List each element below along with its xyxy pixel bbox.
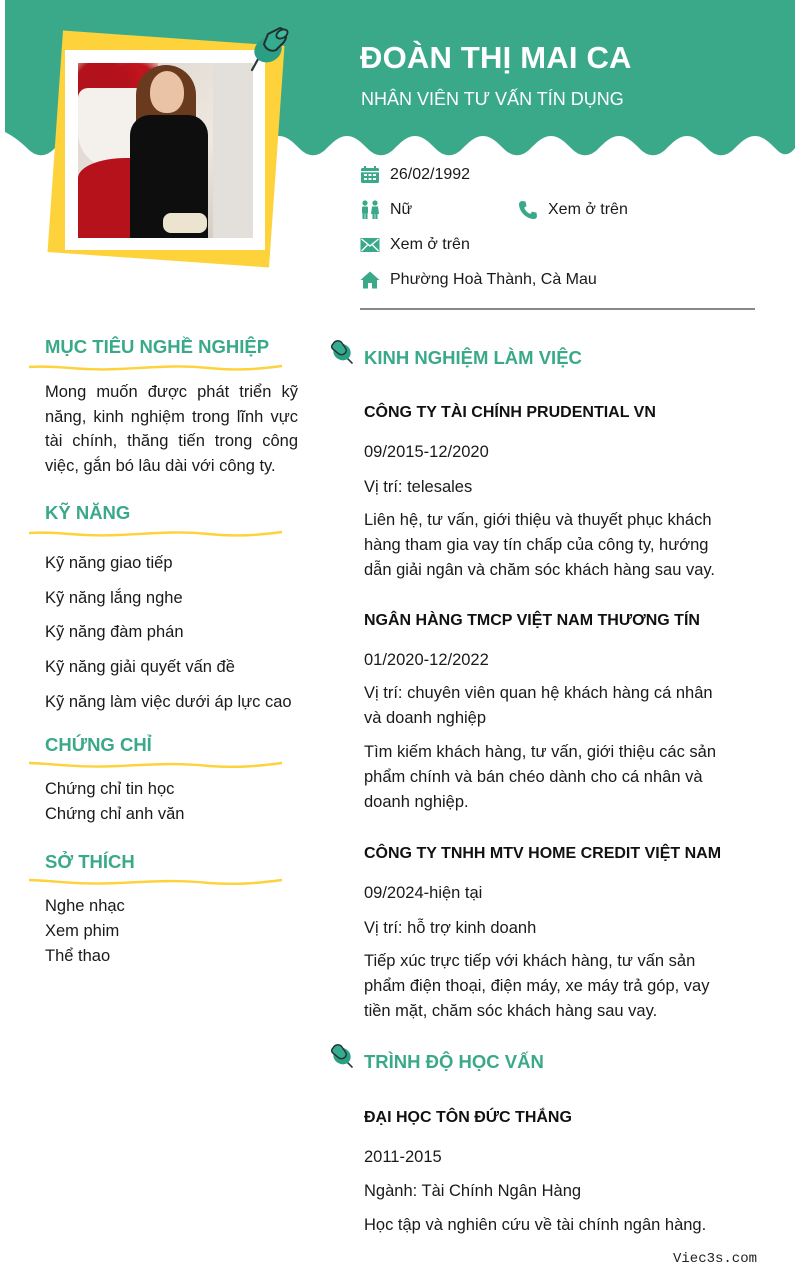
skill-item: Kỹ năng giải quyết vấn đề bbox=[45, 658, 235, 676]
hobby-item: Nghe nhạc bbox=[45, 897, 125, 915]
home-icon bbox=[360, 270, 380, 290]
school-name: ĐẠI HỌC TÔN ĐỨC THẮNG bbox=[364, 1109, 572, 1126]
job-position: Vị trí: chuyên viên quan hệ khách hàng cá nhân và doanh nghiệp bbox=[364, 684, 713, 727]
job-description: Tìm kiếm khách hàng, tư vấn, giới thiệu các sản phẩm chính và bán chéo dành cho cá nhân và doanh nghiệp. bbox=[364, 743, 717, 811]
email-icon bbox=[360, 235, 380, 255]
address-value: Phường Hoà Thành, Cà Mau bbox=[390, 271, 597, 288]
pushpin-icon bbox=[246, 24, 292, 74]
hobbies-heading: SỞ THÍCH bbox=[45, 851, 135, 872]
squiggle-divider bbox=[29, 760, 282, 770]
job-period: 01/2020-12/2022 bbox=[364, 651, 489, 669]
job-position: Vị trí: telesales bbox=[364, 478, 473, 496]
contact-email bbox=[360, 233, 470, 257]
school-period: 2011-2015 bbox=[364, 1148, 442, 1166]
school-description: Học tập và nghiên cứu về tài chính ngân hàng. bbox=[364, 1216, 707, 1234]
gender-value: Nữ bbox=[390, 201, 413, 218]
hobby-item: Xem phim bbox=[45, 922, 120, 940]
watermark: Viec3s.com bbox=[673, 1251, 758, 1267]
skill-item: Kỹ năng giao tiếp bbox=[45, 554, 173, 572]
job-description: Tiếp xúc trực tiếp với khách hàng, tư vấn sản phẩm điện thoại, điện máy, xe máy trả góp, vay tiền mặt, chăm sóc khách hàng sau vay. bbox=[364, 952, 710, 1020]
job-period: 09/2015-12/2020 bbox=[364, 443, 489, 461]
certificate-item: Chứng chỉ tin học bbox=[45, 780, 175, 798]
pushpin-icon bbox=[329, 1043, 355, 1069]
skill-item: Kỹ năng lắng nghe bbox=[45, 589, 183, 607]
contact-birthday bbox=[360, 163, 470, 187]
job-description: Liên hệ, tư vấn, giới thiệu và thuyết phục khách hàng tham gia vay tín chấp của công ty, hướng dẫn giải ngân và chăm sóc khách hàng sau vay. bbox=[364, 511, 716, 579]
contact-address bbox=[360, 268, 597, 292]
squiggle-divider bbox=[29, 363, 282, 373]
calendar-icon bbox=[360, 165, 380, 185]
contact-gender bbox=[360, 198, 412, 222]
skill-item: Kỹ năng đàm phán bbox=[45, 623, 184, 641]
photo-frame bbox=[65, 50, 265, 250]
hobby-item: Thể thao bbox=[45, 947, 111, 965]
profile-photo-area bbox=[0, 0, 320, 300]
job-company: NGÂN HÀNG TMCP VIỆT NAM THƯƠNG TÍN bbox=[364, 612, 700, 629]
email-value[interactable]: Xem ở trên bbox=[390, 236, 470, 253]
experience-heading: KINH NGHIỆM LÀM VIỆC bbox=[364, 347, 582, 368]
job-title: NHÂN VIÊN TƯ VẤN TÍN DỤNG bbox=[361, 89, 624, 109]
contact-divider bbox=[360, 308, 755, 310]
skills-heading: KỸ NĂNG bbox=[45, 502, 131, 523]
job-company: CÔNG TY TNHH MTV HOME CREDIT VIỆT NAM bbox=[364, 845, 722, 862]
phone-value[interactable]: Xem ở trên bbox=[548, 201, 628, 218]
certificates-heading: CHỨNG CHỈ bbox=[45, 734, 152, 755]
skill-item: Kỹ năng làm việc dưới áp lực cao bbox=[45, 693, 292, 711]
objective-heading: MỤC TIÊU NGHỀ NGHIỆP bbox=[45, 336, 270, 357]
pushpin-icon bbox=[329, 339, 355, 365]
profile-photo bbox=[78, 63, 253, 238]
gender-icon bbox=[360, 200, 380, 220]
objective-text: Mong muốn được phát triển kỹ năng, kinh nghiệm trong lĩnh vực tài chính, thăng tiến trong công việc, gắn bó lâu dài với công ty. bbox=[45, 383, 298, 475]
job-position: Vị trí: hỗ trợ kinh doanh bbox=[364, 919, 537, 937]
contact-phone bbox=[518, 198, 628, 222]
school-major: Ngành: Tài Chính Ngân Hàng bbox=[364, 1182, 582, 1200]
job-company: CÔNG TY TÀI CHÍNH PRUDENTIAL VN bbox=[364, 404, 656, 421]
squiggle-divider bbox=[29, 529, 282, 539]
certificate-item: Chứng chỉ anh văn bbox=[45, 805, 185, 823]
birthday-value: 26/02/1992 bbox=[390, 166, 471, 183]
squiggle-divider bbox=[29, 877, 282, 887]
candidate-name: ĐOÀN THỊ MAI CA bbox=[360, 40, 632, 75]
phone-icon bbox=[518, 200, 538, 220]
job-period: 09/2024-hiện tại bbox=[364, 884, 483, 902]
education-heading: TRÌNH ĐỘ HỌC VẤN bbox=[364, 1051, 544, 1072]
